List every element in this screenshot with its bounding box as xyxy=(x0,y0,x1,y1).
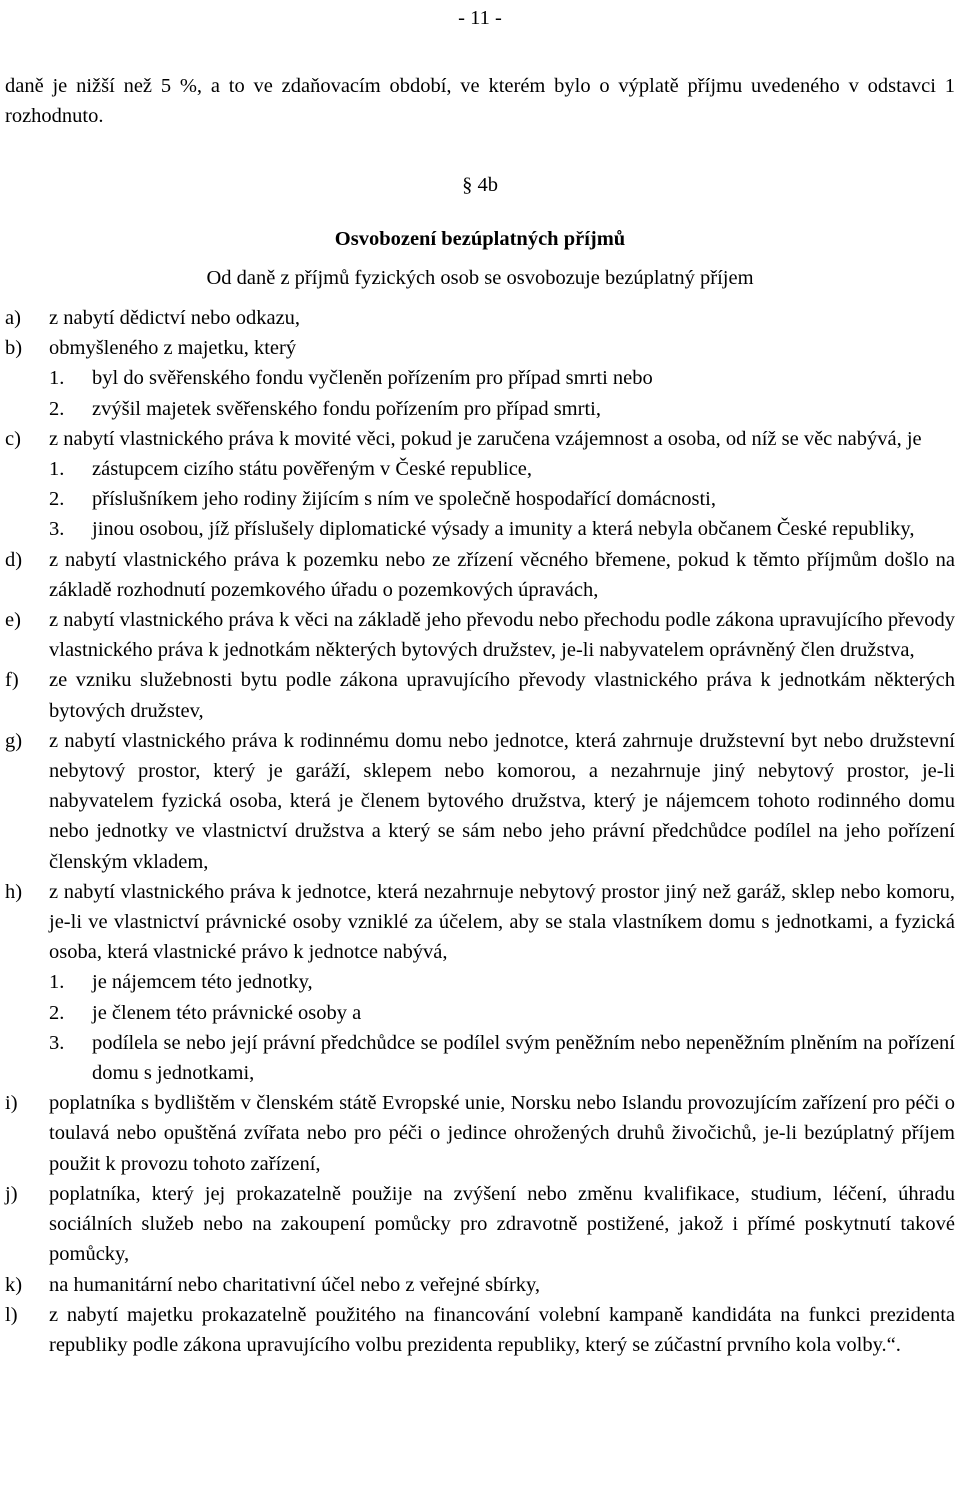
item-text: z nabytí vlastnického práva k věci na základě jeho převodu nebo přechodu podle zákona upravujícího převody vlastnického práva k jednotkám některých bytových družstev, je-li nabyvatelem oprávněný člen družstva, xyxy=(49,609,955,662)
sub-item-number: 1. xyxy=(49,367,65,390)
list-item xyxy=(5,877,955,1088)
item-text: z nabytí vlastnického práva k jednotce, která nezahrnuje nebytový prostor jiný než garáž, sklep nebo komoru, je-li ve vlastnictví právnické osoby vzniklé za účelem, aby se stala vlastníkem domu s jednotkami, a fyzická osoba, která vlastnické právo k jednotce nabývá, xyxy=(49,880,955,964)
item-body xyxy=(49,303,955,333)
item-body xyxy=(49,545,955,605)
item-label: l) xyxy=(5,1303,18,1326)
item-label: j) xyxy=(5,1182,18,1205)
provision-list xyxy=(5,303,955,1360)
item-text: ze vzniku služebnosti bytu podle zákona upravujícího převody vlastnického práva k jednotkám některých bytových družstev, xyxy=(49,669,955,722)
item-body xyxy=(49,877,955,1088)
item-body xyxy=(49,1179,955,1270)
sub-item-number: 1. xyxy=(49,971,65,994)
list-item xyxy=(5,605,955,665)
section-number: § 4b xyxy=(462,174,498,196)
sub-item-text: jinou osobou, jíž příslušely diplomatické výsady a imunity a která nebyla občanem České republiky, xyxy=(92,518,915,541)
intro-paragraph: daně je nižší než 5 %, a to ve zdaňovacím období, ve kterém bylo o výplatě příjmu uvedeného v odstavci 1 rozhodnuto. xyxy=(5,75,955,128)
item-label: a) xyxy=(5,307,21,329)
sub-item-text: příslušníkem jeho rodiny žijícím s ním ve společně hospodařící domácnosti, xyxy=(92,488,716,511)
sub-item-number: 3. xyxy=(49,1031,65,1054)
item-label: d) xyxy=(5,548,23,571)
sub-item xyxy=(49,998,955,1028)
sub-item xyxy=(49,514,955,544)
sub-item xyxy=(49,394,955,424)
list-item xyxy=(5,1179,955,1270)
item-body xyxy=(49,1088,955,1179)
sub-item-text: zástupcem cizího státu pověřeným v České republice, xyxy=(92,458,533,481)
item-text: z nabytí vlastnického práva k movité věci, pokud je zaručena vzájemnost a osoba, od níž se věc nabývá, je xyxy=(49,427,922,450)
sub-item xyxy=(49,484,955,514)
list-item xyxy=(5,303,955,333)
sub-item-number: 2. xyxy=(49,1001,65,1024)
list-item xyxy=(5,545,955,605)
sub-item xyxy=(49,363,955,393)
item-body xyxy=(49,1270,955,1300)
item-text: na humanitární nebo charitativní účel nebo z veřejné sbírky, xyxy=(49,1273,541,1296)
item-body xyxy=(49,665,955,725)
list-item xyxy=(5,1088,955,1179)
list-item xyxy=(5,665,955,725)
item-body xyxy=(49,424,955,545)
item-text: poplatníka, který jej prokazatelně použije na zvýšení nebo změnu kvalifikace, studium, léčení, úhradu sociálních služeb nebo na zakoupení pomůcky pro zdravotně postižené, jakož i přímé poskytnutí takové pomůcky, xyxy=(49,1182,955,1266)
list-item xyxy=(5,1300,955,1360)
item-text: z nabytí dědictví nebo odkazu, xyxy=(49,307,301,329)
item-label: i) xyxy=(5,1092,18,1115)
list-item xyxy=(5,1270,955,1300)
sub-item-text: je nájemcem této jednotky, xyxy=(92,971,313,994)
item-text: z nabytí vlastnického práva k rodinnému domu nebo jednotce, která zahrnuje družstevní byt nebo družstevní nebytový prostor, který je garáží, sklepem nebo komorou, a nezahrnuje jiný nebytový prostor, je-li nabyvatelem fyzická osoba, která je členem bytového družstva, který je nájemcem tohoto rodinného domu nebo jednotky ve vlastnictví družstva a který se sám nebo jeho právní předchůdce podílel na jeho pořízení členským vkladem, xyxy=(49,729,955,873)
list-item xyxy=(5,424,955,545)
section-title: Osvobození bezúplatných příjmů xyxy=(334,228,626,250)
list-item xyxy=(5,726,955,877)
sub-item-number: 3. xyxy=(49,518,65,541)
item-body xyxy=(49,605,955,665)
sub-item-number: 2. xyxy=(49,488,65,511)
item-text: obmyšleného z majetku, který xyxy=(49,337,297,360)
item-label: c) xyxy=(5,427,21,450)
sub-item-text: zvýšil majetek svěřenského fondu pořízením pro případ smrti, xyxy=(92,397,601,420)
item-text: z nabytí vlastnického práva k pozemku nebo ze zřízení věcného břemene, pokud k těmto příjmům došlo na základě rozhodnutí pozemkového úřadu o pozemkových úpravách, xyxy=(49,548,955,601)
item-body xyxy=(49,726,955,877)
item-body xyxy=(49,333,955,424)
item-label: g) xyxy=(5,729,23,752)
sub-item xyxy=(49,1028,955,1088)
sub-item-text: byl do svěřenského fondu vyčleněn pořízením pro případ smrti nebo xyxy=(92,367,653,390)
item-body xyxy=(49,1300,955,1360)
sub-item-text: podílela se nebo její právní předchůdce se podílel svým peněžním nebo nepeněžním plněním na pořízení domu s jednotkami, xyxy=(92,1031,955,1085)
sub-item-number: 1. xyxy=(49,458,65,481)
sub-item xyxy=(49,454,955,484)
list-item xyxy=(5,333,955,424)
sub-item-number: 2. xyxy=(49,397,65,420)
item-label: h) xyxy=(5,880,23,903)
sub-item xyxy=(49,967,955,997)
lead-sentence: Od daně z příjmů fyzických osob se osvobozuje bezúplatný příjem xyxy=(206,267,754,289)
sub-item-text: je členem této právnické osoby a xyxy=(92,1001,362,1024)
item-text: z nabytí majetku prokazatelně použitého na financování volební kampaně kandidáta na funkci prezidenta republiky podle zákona upravujícího volbu prezidenta republiky, který se zúčastní prvního kola volby.“. xyxy=(49,1303,955,1356)
item-label: f) xyxy=(5,669,19,692)
item-label: b) xyxy=(5,337,23,360)
item-text: poplatníka s bydlištěm v členském státě Evropské unie, Norsku nebo Islandu provozujícím zařízení pro péči o toulavá nebo opuštěná zvířata nebo pro péči o jedince ohrožených druhů živočichů, je-li bezúplatný příjem použit k provozu tohoto zařízení, xyxy=(49,1092,955,1175)
item-label: e) xyxy=(5,609,21,632)
item-label: k) xyxy=(5,1273,23,1296)
page-number: - 11 - xyxy=(458,7,502,29)
